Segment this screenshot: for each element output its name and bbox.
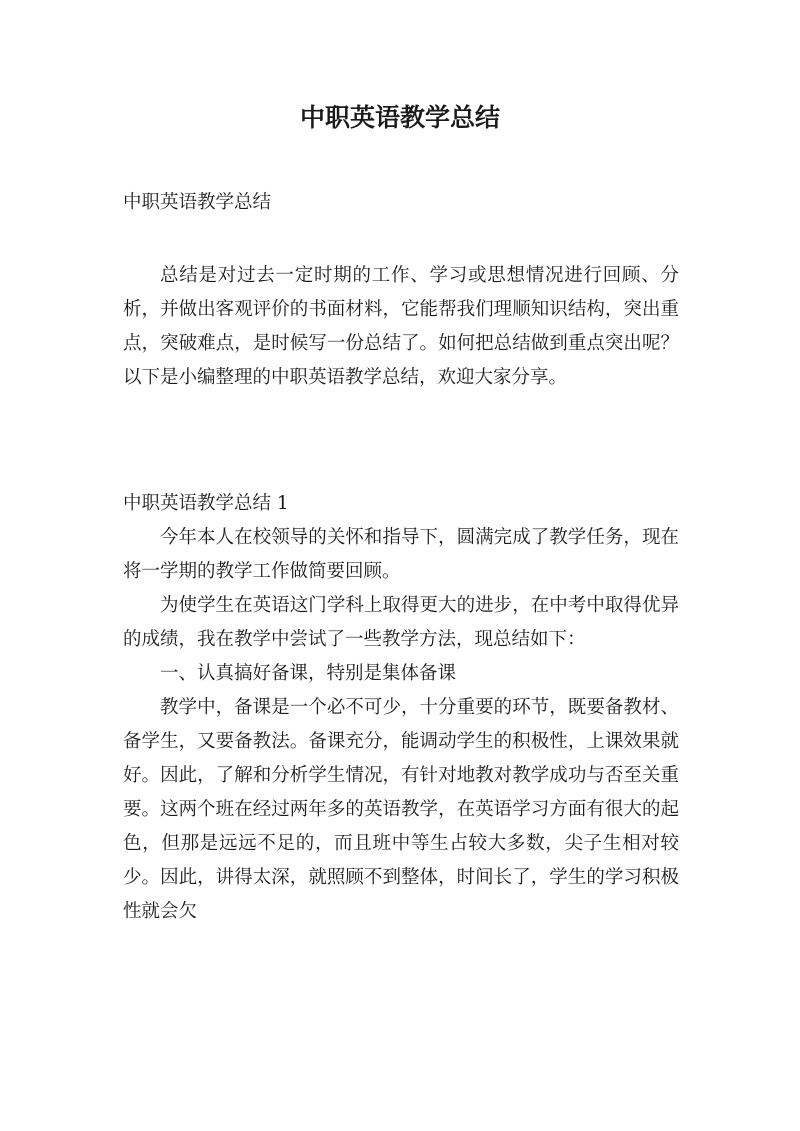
paragraph: 教学中，备课是一个必不可少，十分重要的环节，既要备教材、备学生，又要备教法。备课充分，能调动学生的积极性，上课效果就好。因此，了解和分析学生情况，有针对地教对教学成功与否至关重要。这两个班在经过两年多的英语教学，在英语学习方面有很大的起色，但那是远远不足的，而且班中等生占较大多数，尖子生相对较少。因此，讲得太深，就照顾不到整体，时间长了，学生的学习积极性就会欠 bbox=[123, 697, 679, 922]
paragraph: 今年本人在校领导的关怀和指导下，圆满完成了教学任务，现在将一学期的教学工作做简要回顾。 bbox=[123, 527, 679, 582]
intro-paragraph: 总结是对过去一定时期的工作、学习或思想情况进行回顾、分析，并做出客观评价的书面材料，它能帮我们理顺知识结构，突出重点，突破难点，是时候写一份总结了。如何把总结做到重点突出呢？以下是小编整理的中职英语教学总结，欢迎大家分享。 bbox=[123, 265, 679, 388]
paragraph: 为使学生在英语这门学科上取得更大的进步，在中考中取得优异的成绩，我在教学中尝试了一些教学方法，现总结如下： bbox=[123, 595, 679, 650]
document-subtitle: 中职英语教学总结 bbox=[123, 192, 272, 213]
document-title: 中职英语教学总结 bbox=[299, 103, 500, 132]
section-heading: 中职英语教学总结 1 bbox=[123, 493, 289, 514]
subsection-heading: 一、认真搞好备课，特别是集体备课 bbox=[160, 663, 457, 684]
section-1 bbox=[123, 487, 679, 929]
